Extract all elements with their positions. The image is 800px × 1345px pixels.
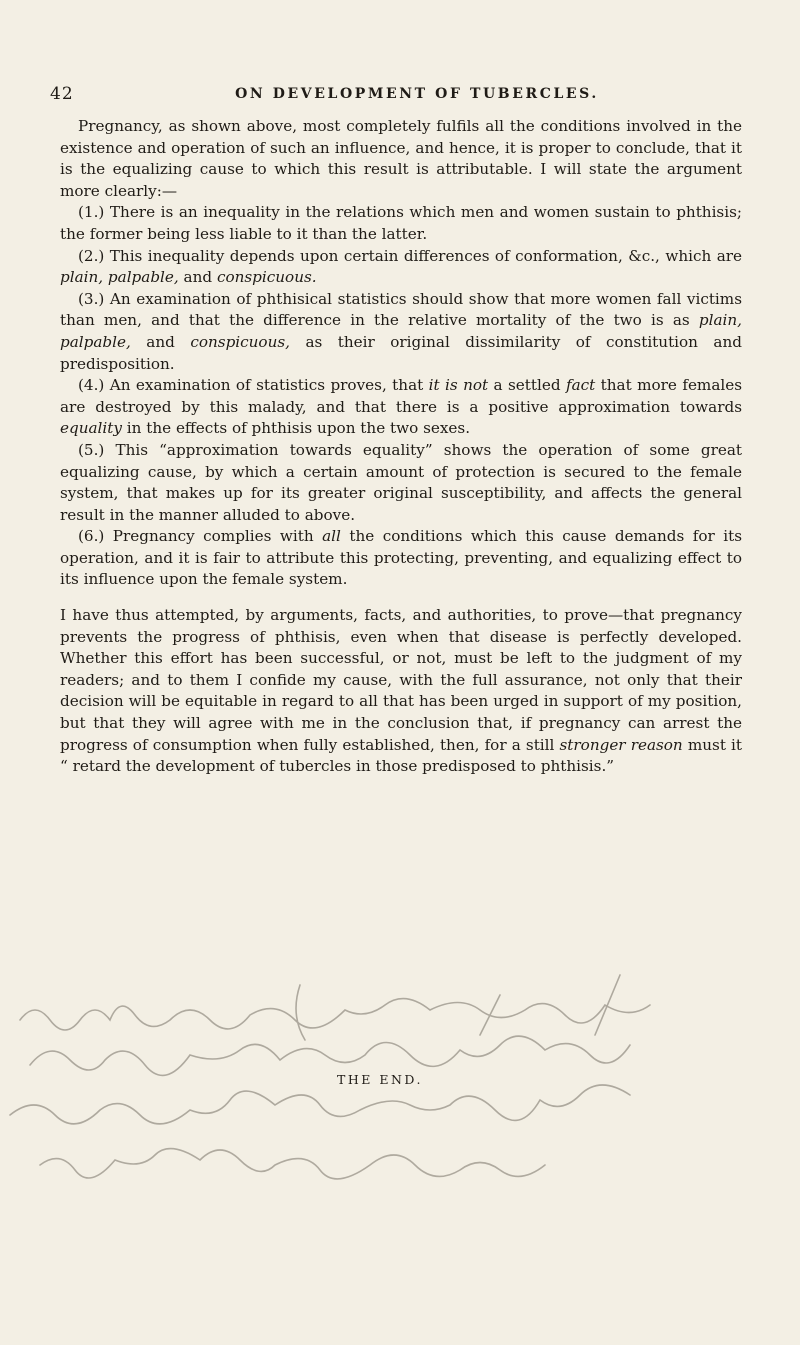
page-header [50, 84, 750, 108]
the-end-label: THE END. [337, 1072, 423, 1087]
page-number: 42 [50, 84, 74, 104]
paragraph-point-2: (2.) This inequality depends upon certain differences of conformation, &c., which are plain, palpable, and conspicuous. [60, 246, 742, 287]
paragraph-intro: Pregnancy, as shown above, most completely fulfils all the conditions involved in the existence and operation of such an influence, and hence, it is proper to conclude, that it is the equalizing cause to which this result is attributable. I will state the argument more clearly:— [60, 117, 742, 200]
running-title: ON DEVELOPMENT OF TUBERCLES. [235, 86, 599, 102]
handwritten-scrawl [0, 965, 800, 1225]
paragraph-point-1: (1.) There is an inequality in the relations which men and women sustain to phthisis; the former being less liable to it than the latter. [60, 203, 742, 243]
paragraph-point-4: (4.) An examination of statistics proves, that it is not a settled fact that more females are destroyed by this malady, and that there is a positive approximation towards equality in the effects of phthisis upon the two sexes. [60, 376, 743, 438]
paragraph-point-3: (3.) An examination of phthisical statistics should show that more women fall victims than men, and that the difference in the relative mortality of the two is as plain, palpable, and conspicuous, as their original dissimilarity of constitution and predisposition. [60, 289, 743, 373]
paragraph-conclusion: I have thus attempted, by arguments, facts, and authorities, to prove—that pregnancy prevents the progress of phthisis, even when that disease is perfectly developed. Whether this effort has been successful, or not, must be left to the judgment of my readers; and to them I confide my cause, with the full assurance, not only that their decision will be equitable in regard to all that has been urged in support of my position, but that they will agree with me in the conclusion that, if pregnancy can arrest the progress of consumption when fully established, then, for a still stronger reason must it “ retard the development of tubercles in those predisposed to phthisis.” [60, 606, 743, 776]
body-text [60, 116, 742, 778]
paragraph-point-6: (6.) Pregnancy complies with all the conditions which this cause demands for its operation, and it is fair to attribute this protecting, preventing, and equalizing effect to its influence upon the female system. [60, 527, 742, 589]
paragraph-point-5: (5.) This “approximation towards equality” shows the operation of some great equalizing cause, by which a certain amount of protection is secured to the female system, that makes up for its greater original susceptibility, and affects the general result in the manner alluded to above. [60, 440, 742, 524]
